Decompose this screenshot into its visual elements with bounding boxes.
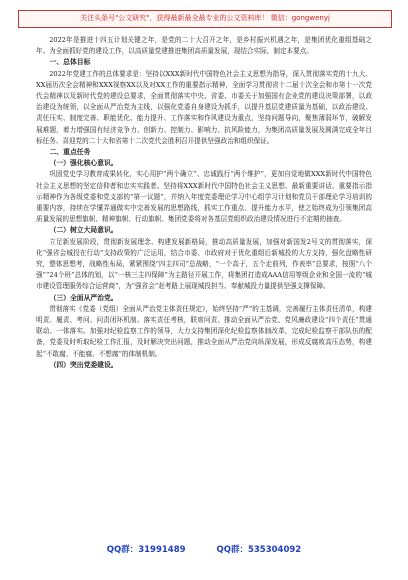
section-paragraph: 贯彻落实《党委（党组）全面从严治党主体责任规定》，始终坚持“严”的主基调，完善履行主体责任清单，构建明责、履责、考问、问责闭环机制。落实责任考核，联席问责、推动全面从严治党、党风廉政建设“四个责任”贯通联动、一体落实。加强对纪检监察工作的领导，大力支持集团深化纪检监察体制改革，完成纪检监察干部队伍的配备，党委及时听取纪检工作汇报，及时解决突出问题，推动全面从严治党向纵深发展，形成反腐败高压态势，构建起“不敢腐、不能腐、不想腐”的体制机制。 <box>36 304 372 358</box>
banner-text: 关注头条号"公文研究"，获得最新最全最专业的公文资料库！ 微信：gongwenyj <box>80 14 330 22</box>
subsection-heading-party-committee: （四）突出党委建设。 <box>49 360 118 369</box>
footer-contact <box>0 543 408 555</box>
top-banner <box>18 10 392 28</box>
section-heading-general-goal: 一、总体目标 <box>49 58 91 67</box>
intro-paragraph: 2022年是推进十四五计划关键之年，是党的二十大召开之年，是乡村振兴机遇之年，是集团优化重组基础之年。为全面抓好党的建设工作，以高质量党建推进集团高质量发展，现结合实际，制定本要点。 <box>36 36 372 56</box>
section-paragraph: 立足新发展阶段，贯彻新发展理念、构建发展新格局，推动高质量发展，加强对新国发2号文的贯彻落实，深化“强省会城投在行动”支持政策的广泛运用，结合市委、市政府对于优化重组后新城投的大方支持，强化盘略性研究，整体思想考，战略性布局，紧紧围绕“四主四司”总战略，“一个高于，五个走前列，作表率”总要求，按照“八个强”“24个班”总体的划，以“一核三主四保障”为主路径开展工作，将集团打造成AAA信用等级企业和全国一流的“城市建设管理服务综合运营商”，为“强省会”赶考路上展现城投担当、奉献城投力量提供坚强支撑保障。 <box>36 237 372 291</box>
subsection-heading-strict-governance: （三）全面从严治党。 <box>49 293 118 302</box>
subsection-heading-overall-awareness: （二）树立大局意识。 <box>49 226 118 235</box>
section-paragraph: 巩固党史学习教育成果转化，实心用护“两个确立”、忠诚践行“两个维护”，更加自觉地做XXX新时代中国特色社会主义思想的坚定信仰者和忠实实践者。坚持将XXX新时代中国特色社会主义思想、最新重要讲话、重要指示指示精神作为各级党委和党支部的“第一议题”，并纳入年度党委理论学习中心组学习计划和党员干部理论学习培训的重要内容，持续在学懂弄通做实中完善发展的思想路线，抓实工作重点、提升能力水平，使之始终成为引领集团高质量发展的思想旗帜、精神旗帜、行动旗帜。集团党委将对各基层党组织政治建设情况进行不定期的抽查。 <box>36 170 372 224</box>
subsection-heading-core-awareness: （一）强化核心意识。 <box>49 159 118 168</box>
section-heading-key-tasks: 二、重点任务 <box>49 148 91 157</box>
section-paragraph: 2022年党建工作的总体要求是：坚持以XXX新时代中国特色社会主义思想为指导，深入贯彻落实党的十九大、XX届历次全会精神和XXX视察XX以及对XX工作的重要指示精神，全面学习贯彻省十二届十次全会和市第十一次党代会精神以及新时代党的建设总要求，全面贯彻落实中央、省委、市委关于加强国有企业党的建设决策部署，以政治建设为统领，以全面从严治党为主线，以强化党委自身建设为抓手，以提升基层党建质量为基础，以政治建设、责任压实、制度完善、职能优化、能力提升、工作落实和作风建设为重点，坚持问题导向，聚焦薄弱环节，破解发展难题，着力增强国有经济竞争力、创新力、控制力、影响力、抗风险能力，为集团高质量发展及圆满完成全年目标任务、喜迎党的二十大和省第十二次党代会胜利召开提供坚强政治和组织保证。 <box>36 69 372 145</box>
qq-group-1: QQ群：31991489 <box>106 545 186 555</box>
qq-group-2: QQ群：535304092 <box>216 545 302 555</box>
document-body <box>36 35 372 542</box>
